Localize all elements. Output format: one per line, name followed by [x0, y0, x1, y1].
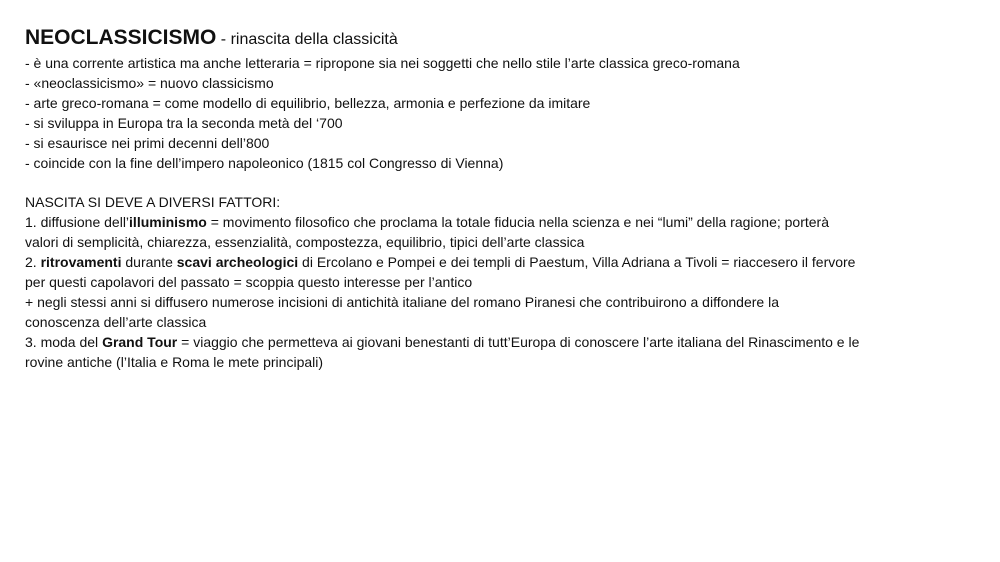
plus-note-line-1: + negli stessi anni si diffusero numerose incisioni di antichità italiane del romano Piranesi che contribuirono a diffondere la — [25, 293, 779, 310]
intro-list — [25, 54, 975, 173]
factor-2-text: di Ercolano e Pompei e dei templi di Paestum, Villa Adriana a Tivoli = riaccesero il fervore — [298, 254, 856, 271]
factors-heading: NASCITA SI DEVE A DIVERSI FATTORI: — [25, 194, 281, 211]
factor-3-text: = viaggio che permetteva ai giovani benestanti di tutt’Europa di conoscere l’arte italiana del Rinascimento e le — [177, 333, 860, 350]
title-subtitle: - rinascita della classicità — [216, 31, 398, 48]
factor-1-line-2: valori di semplicità, chiarezza, essenzialità, compostezza, equilibrio, tipici dell’arte classica — [25, 234, 585, 251]
intro-line: - è una corrente artistica ma anche letteraria = ripropone sia nei soggetti che nello stile l’arte classica greco-romana — [25, 55, 740, 71]
factor-3-keyword: Grand Tour — [102, 333, 178, 350]
intro-line: - si sviluppa in Europa tra la seconda metà del ‘700 — [25, 114, 343, 131]
spacer — [25, 173, 975, 193]
factors-section — [25, 193, 975, 372]
factor-1-text: = movimento filosofico che proclama la totale fiducia nella scienza e nei “lumi” della ragione; porterà — [206, 214, 829, 231]
intro-line: - si esaurisce nei primi decenni dell’800 — [25, 134, 270, 151]
factor-2-keyword-2: scavi archeologici — [176, 254, 299, 271]
factor-1-prefix: 1. diffusione dell’ — [25, 214, 130, 231]
factor-2-prefix: 2. — [25, 254, 41, 271]
factor-3-line-1 — [25, 333, 975, 353]
factor-2-line-2: per questi capolavori del passato = scoppia questo interesse per l’antico — [25, 273, 473, 290]
title-main: NEOCLASSICISMO — [25, 26, 217, 49]
factor-2-mid: durante — [121, 254, 177, 271]
factor-1-line-1 — [25, 213, 975, 233]
intro-line: - coincide con la fine dell’impero napoleonico (1815 col Congresso di Vienna) — [25, 154, 504, 171]
factor-3-prefix: 3. moda del — [25, 333, 103, 350]
factor-3-line-2: rovine antiche (l’Italia e Roma le mete principali) — [25, 353, 324, 370]
intro-line: - arte greco-romana = come modello di equilibrio, bellezza, armonia e perfezione da imitare — [25, 94, 591, 111]
page-title — [25, 24, 975, 53]
intro-line: - «neoclassicismo» = nuovo classicismo — [25, 74, 274, 91]
factor-1-keyword: illuminismo — [129, 214, 207, 231]
factor-2-line-1 — [25, 253, 975, 273]
plus-note-line-2: conoscenza dell’arte classica — [25, 313, 207, 330]
factor-2-keyword-1: ritrovamenti — [40, 254, 122, 271]
slide-content — [25, 24, 975, 372]
